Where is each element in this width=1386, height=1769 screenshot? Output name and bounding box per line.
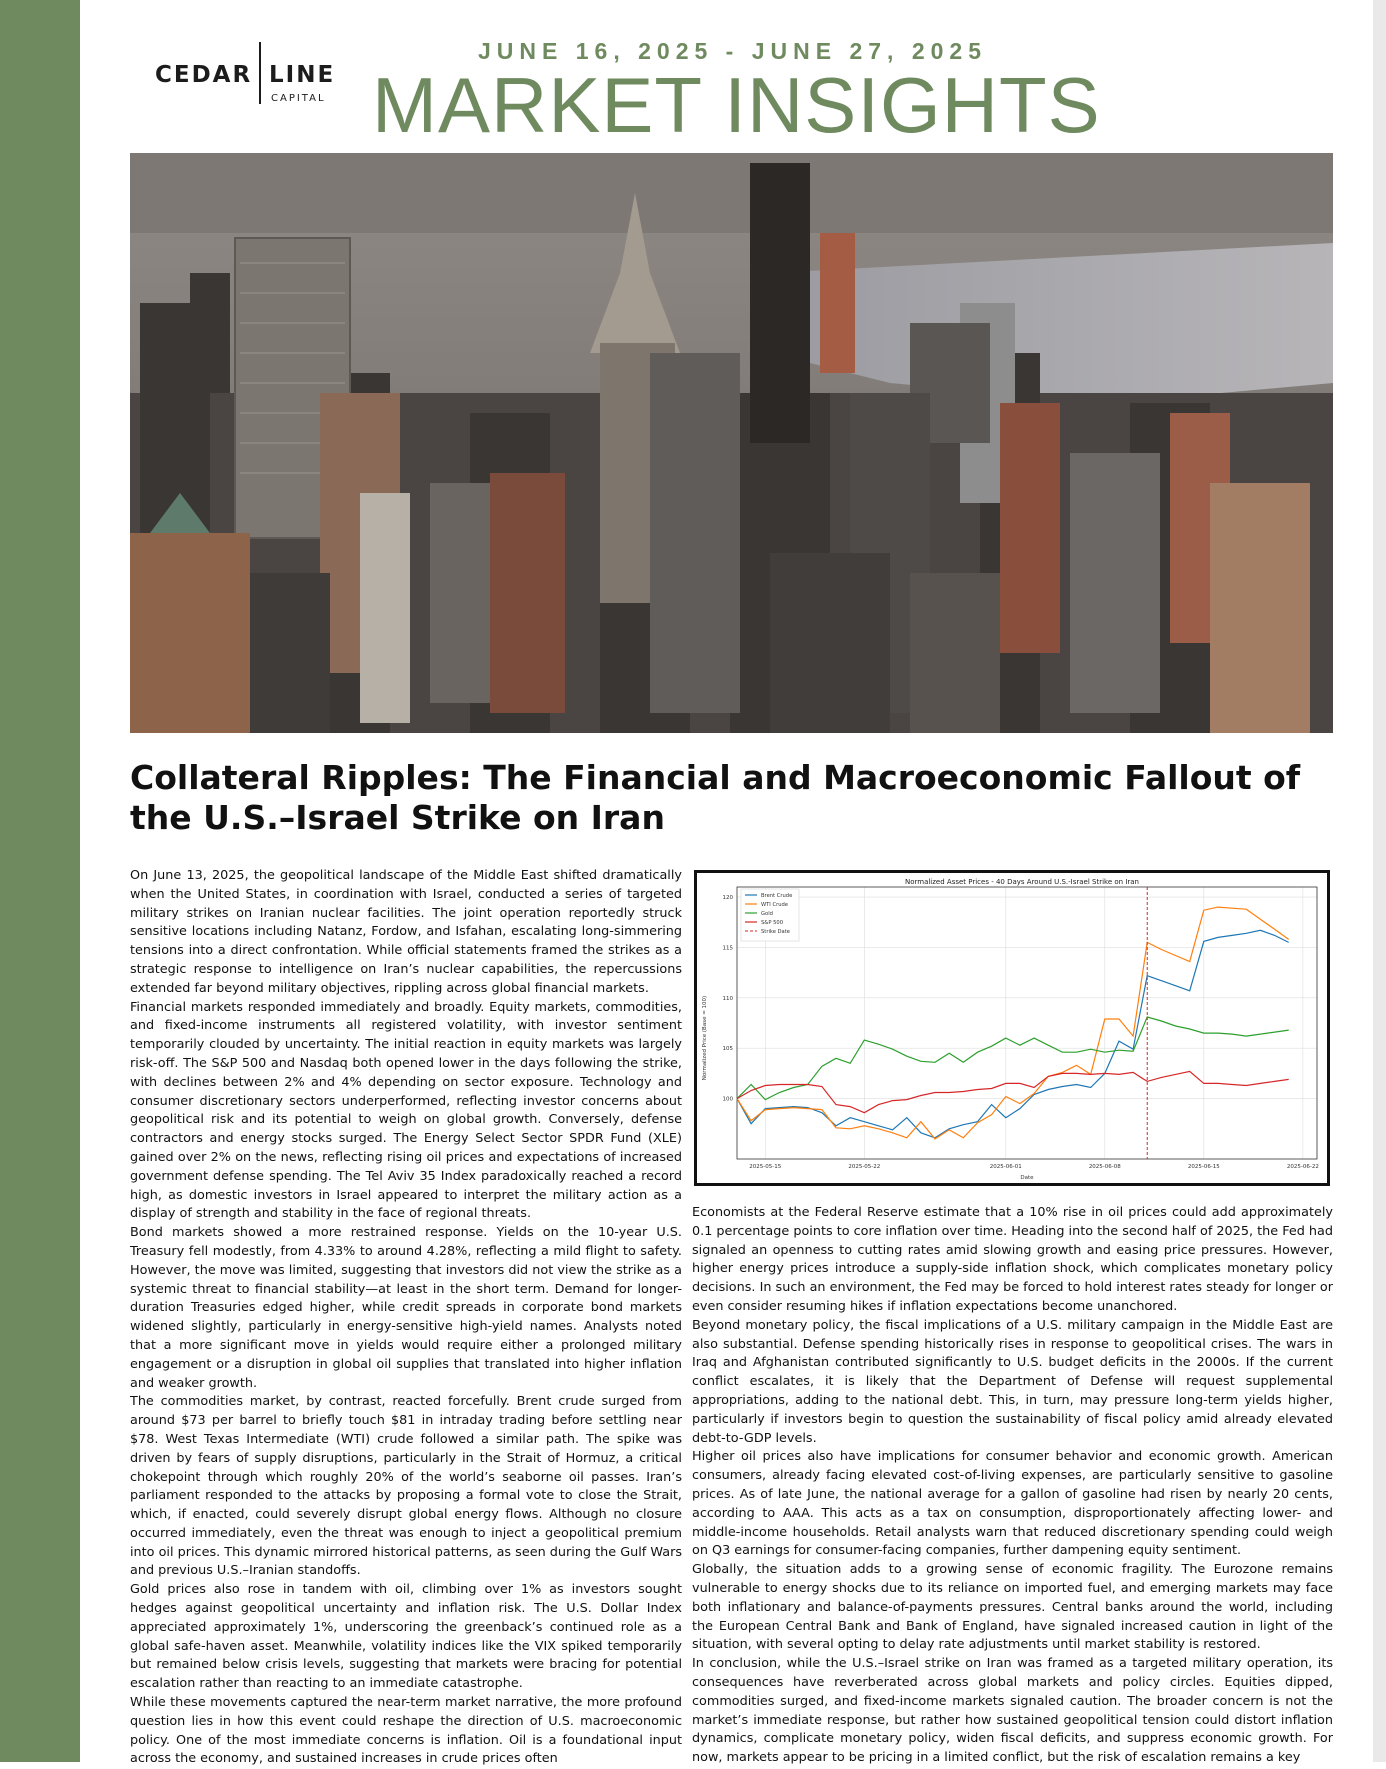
x-tick-label: 2025-05-22 xyxy=(848,1164,881,1170)
paragraph: Gold prices also rose in tandem with oil, climbing over 1% as investors sought hedges against geopolitical uncertainty and inflation risk. The U.S. Dollar Index appreciated approximately 1%, underscoring the greenback’s continued role as a global safe-haven asset. Meanwhile, volatility indices like the VIX spiked temporarily but remained below crisis levels, suggesting that markets were bracing for potential escalation rather than reacting to an immediate catastrophe. xyxy=(130,1582,682,1692)
plot-frame xyxy=(737,887,1317,1159)
series-line-wti-crude xyxy=(737,907,1289,1139)
asset-price-chart xyxy=(694,870,1330,1186)
y-tick-label: 110 xyxy=(722,995,733,1002)
paragraph: Beyond monetary policy, the fiscal implications of a U.S. military campaign in the Middle East are also substantial. Defense spending historically rises in response to geopolitical crises. The wars in Iraq and Afghanistan contributed significantly to U.S. budget deficits in the 2000s. If the current conflict escalates, it is likely that the Department of Defense will request supplemental appropriations, adding to the national debt. This, in turn, may pressure long-term yields higher, particularly if investors begin to question the sustainability of fiscal policy amid already elevated debt-to-GDP levels. xyxy=(692,1317,1333,1446)
series-line-gold xyxy=(737,1017,1289,1100)
brand-name-left: CEDAR xyxy=(155,62,253,88)
chart-axes xyxy=(723,887,1319,1170)
series-line-brent-crude xyxy=(737,930,1289,1138)
chart-title: Normalized Asset Prices - 40 Days Around U.S.-Israel Strike on Iran xyxy=(904,878,1140,886)
paragraph: In conclusion, while the U.S.–Israel strike on Iran was framed as a targeted military operation, its consequences have reverberated across global markets and policy circles. Equities dipped, commodities surged, and fixed-income markets signaled caution. The broader concern is not the market’s immediate response, but rather how sustained geopolitical tension could distort inflation dynamics, complicate monetary policy, widen fiscal deficits, and suppress economic growth. For now, markets appear to be pricing in a limited conflict, but the risk of escalation remains a key xyxy=(692,1656,1333,1766)
legend-label: Strike Date xyxy=(761,929,790,935)
chart-series xyxy=(737,887,1289,1159)
y-axis-label: Normalized Price (Base = 100) xyxy=(702,995,708,1081)
paragraph: Globally, the situation adds to a growing sense of economic fragility. The Eurozone remains vulnerable to energy shocks due to its reliance on imported fuel, and emerging markets may face both inflationary and balance-of-payments pressures. Central banks around the world, including the European Central Bank and Bank of England, have signaled increased caution in light of the situation, with several opting to delay rate adjustments until market stability is restored. xyxy=(692,1562,1333,1653)
chart-grid xyxy=(737,887,1317,1159)
x-tick-label: 2025-06-22 xyxy=(1286,1164,1319,1170)
issue-dates: JUNE 16, 2025 - JUNE 27, 2025 xyxy=(478,38,987,64)
legend-label: WTI Crude xyxy=(761,902,789,908)
city-skyline-illustration xyxy=(130,153,1333,733)
x-tick-label: 2025-05-15 xyxy=(749,1164,782,1170)
series-line-s-p-500 xyxy=(737,1071,1289,1112)
article-headline: Collateral Ripples: The Financial and Macroeconomic Fallout of the U.S.–Israel Strike on Iran xyxy=(130,758,1301,837)
brand-divider xyxy=(259,42,261,104)
x-tick-label: 2025-06-15 xyxy=(1187,1164,1220,1170)
chart-legend xyxy=(741,889,799,941)
legend-label: S&P 500 xyxy=(761,920,784,926)
x-tick-label: 2025-06-01 xyxy=(989,1164,1022,1170)
masthead-title: MARKET INSIGHTS xyxy=(372,61,1101,149)
paragraph: Higher oil prices also have implications for consumer behavior and economic growth. American consumers, already facing elevated cost-of-living expenses, are particularly sensitive to gasoline prices. As of late June, the national average for a gallon of gasoline had risen by nearly 20 cents, according to AAA. This acts as a tax on consumption, disproportionately affecting lower- and middle-income households. Retail analysts warn that reduced discretionary spending could weigh on Q3 earnings for consumer-facing companies, further dampening equity sentiment. xyxy=(692,1449,1333,1559)
paragraph: Financial markets responded immediately and broadly. Equity markets, commodities, and fixed-income instruments all registered volatility, with investor sentiment temporarily clouded by uncertainty. The initial reaction in equity markets was largely risk-off. The S&P 500 and Nasdaq both opened lower in the days following the strike, with declines between 2% and 4% depending on sector exposure. Technology and consumer discretionary sectors underperformed, reflecting investor concerns about geopolitical risk and its potential to weigh on global growth. Conversely, defense contractors and energy stocks surged. The Energy Select Sector SPDR Fund (XLE) gained over 2% on the news, reflecting rising oil prices and expectations of increased government defense spending. The Tel Aviv 35 Index paradoxically reached a record high, as domestic investors in Israel appeared to interpret the military action as a display of strength and stability in the face of regional threats. xyxy=(130,999,682,1222)
x-tick-label: 2025-06-08 xyxy=(1088,1164,1121,1170)
legend-label: Gold xyxy=(761,911,773,917)
y-tick-label: 120 xyxy=(722,895,733,902)
article-column-right xyxy=(692,1204,1333,1768)
brand-logo xyxy=(155,42,345,106)
x-axis-label: Date xyxy=(1020,1175,1034,1181)
right-edge-bar xyxy=(1373,0,1386,1762)
y-tick-label: 115 xyxy=(722,945,733,952)
article-column-left xyxy=(130,867,682,1769)
paragraph: Bond markets showed a more restrained response. Yields on the 10-year U.S. Treasury fell modestly, from 4.33% to around 4.28%, reflecting a mild flight to safety. However, the move was limited, suggesting that investors did not view the strike as a systemic threat to financial stability—at least in the short term. Demand for longer-duration Treasuries edged higher, while credit spreads in corporate bond markets widened slightly, particularly in energy-sensitive high-yield names. Analysts noted that a more significant move in yields would require either a prolonged military engagement or a disruption in global oil supplies that translated into higher inflation and weaker growth. xyxy=(130,1225,682,1391)
paragraph: While these movements captured the near-term market narrative, the more profound question lies in how this event could reshape the direction of U.S. macroeconomic policy. One of the most immediate concerns is inflation. Oil is a foundational input across the economy, and sustained increases in crude prices often xyxy=(130,1695,682,1767)
brand-subtitle: CAPITAL xyxy=(271,93,326,104)
paragraph: The commodities market, by contrast, reacted forcefully. Brent crude surged from around $73 per barrel to briefly touch $81 in intraday trading before settling near $78. West Texas Intermediate (WTI) crude followed a similar path. The spike was driven by fears of supply disruptions, particularly in the Strait of Hormuz, a critical chokepoint through which roughly 20% of the world’s seaborne oil passes. Iran’s parliament responded to the attacks by proposing a formal vote to close the Strait, which, if enacted, could severely disrupt global energy flows. Although no closure occurred immediately, even the threat was enough to inject a geopolitical premium into oil prices. This dynamic mirrored historical patterns, as seen during the Gulf Wars and previous U.S.–Iranian standoffs. xyxy=(130,1394,682,1579)
y-tick-label: 105 xyxy=(722,1046,733,1053)
left-accent-bar xyxy=(0,0,80,1762)
legend-label: Brent Crude xyxy=(761,893,793,899)
y-tick-label: 100 xyxy=(722,1096,733,1103)
brand-name-right: LINE xyxy=(269,62,336,88)
line-chart xyxy=(697,873,1327,1183)
paragraph: On June 13, 2025, the geopolitical landscape of the Middle East shifted dramatically when the United States, in coordination with Israel, conducted a series of targeted military strikes on Iranian nuclear facilities. The joint operation reportedly struck sensitive locations including Natanz, Fordow, and Isfahan, escalating long-simmering tensions into a direct confrontation. While official statements framed the strikes as a strategic response to intelligence on Iran’s nuclear capabilities, the repercussions extended far beyond military objectives, rippling across global financial markets. xyxy=(130,868,682,996)
paragraph: Economists at the Federal Reserve estimate that a 10% rise in oil prices could add approximately 0.1 percentage points to core inflation over time. Heading into the second half of 2025, the Fed had signaled an openness to cutting rates amid slowing growth and easing price pressures. However, higher energy prices introduce a supply-side inflation shock, which complicates monetary policy decisions. In such an environment, the Fed may be forced to hold interest rates steady for longer or even consider resuming hikes if inflation expectations become unanchored. xyxy=(692,1205,1333,1314)
city-skyline-photo xyxy=(130,153,1333,733)
